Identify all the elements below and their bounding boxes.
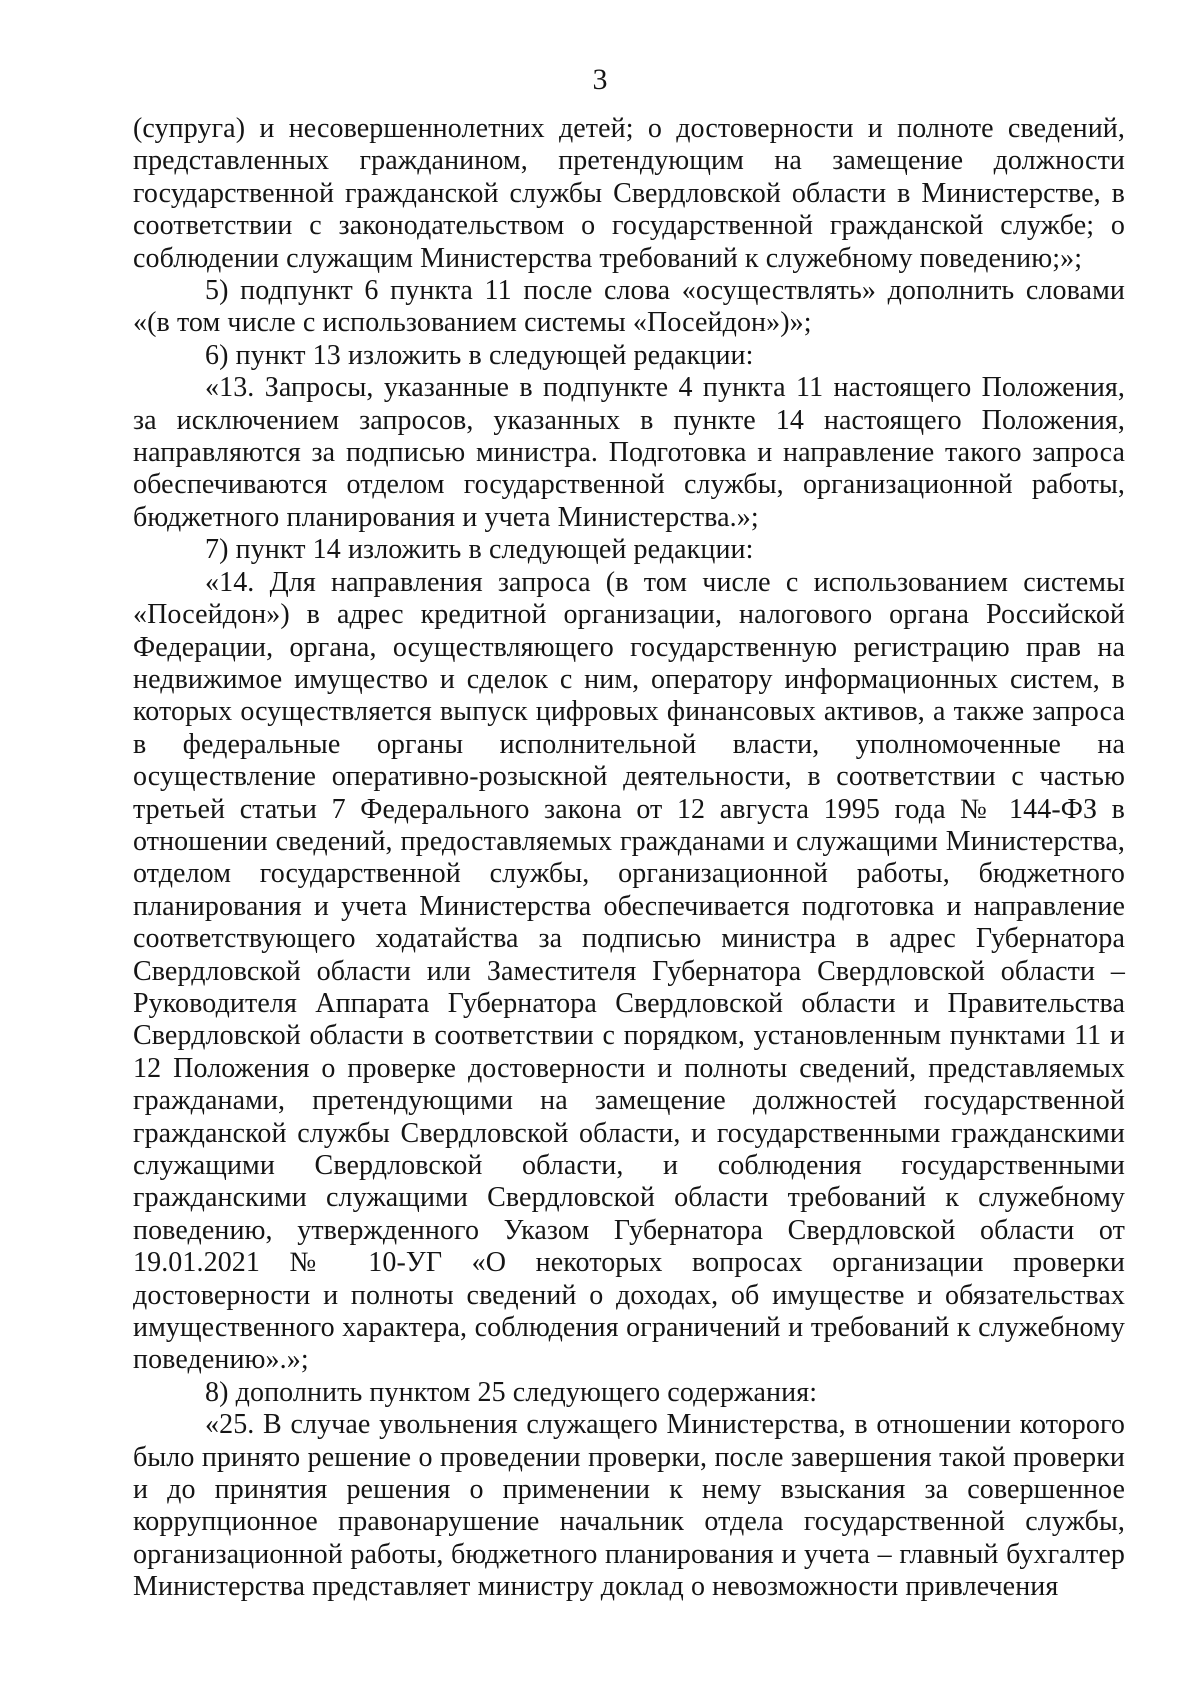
paragraph-item-8: 8) дополнить пунктом 25 следующего содержания: <box>205 1376 818 1408</box>
page-number: 3 <box>592 63 608 96</box>
paragraph-item-6: 6) пункт 13 изложить в следующей редакции: <box>205 339 754 371</box>
paragraph-clause-25: «25. В случае увольнения служащего Министерства, в отношении которого было принято решение о проведении проверки, после завершения такой проверки и до принятия решения о применении к нему взыскания за совершенное коррупционное правонарушение начальник отдела государственной службы, организационной работы, бюджетного планирования и учета – главный бухгалтер Министерства представляет министру доклад о невозможности привлечения <box>133 1409 1125 1603</box>
paragraph-continuation: (супруга) и несовершеннолетних детей; о достоверности и полноте сведений, представленных гражданином, претендующим на замещение должности государственной гражданской службы Свердловской области в Министерстве, в соответствии с законодательством о государственной гражданской службе; о соблюдении служащим Министерства требований к служебному поведению;»; <box>133 113 1125 274</box>
paragraph-item-7: 7) пункт 14 изложить в следующей редакции: <box>205 534 754 566</box>
paragraph-clause-13: «13. Запросы, указанные в подпункте 4 пункта 11 настоящего Положения, за исключением запросов, указанных в пункте 14 настоящего Положения, направляются за подписью министра. Подготовка и направление такого запроса обеспечиваются отделом государственной службы, организационной работы, бюджетного планирования и учета Министерства.»; <box>133 372 1125 533</box>
paragraph-clause-14: «14. Для направления запроса (в том числе с использованием системы «Посейдон») в адрес кредитной организации, налогового органа Российской Федерации, органа, осуществляющего государственную регистрацию прав на недвижимое имущество и сделок с ним, оператору информационных систем, в которых осуществляется выпуск цифровых финансовых активов, а также запроса в федеральные органы исполнительной власти, уполномоченные на осуществление оперативно-розыскной деятельности, в соответствии с частью третьей статьи 7 Федерального закона от 12 августа 1995 года № 144-ФЗ в отношении сведений, предоставляемых гражданами и служащими Министерства, отделом государственной службы, организационной работы, бюджетного планирования и учета Министерства обеспечивается подготовка и направление соответствующего ходатайства за подписью министра в адрес Губернатора Свердловской области или Заместителя Губернатора Свердловской области – Руководителя Аппарата Губернатора Свердловской области и Правительства Свердловской области в соответствии с порядком, установленным пунктами 11 и 12 Положения о проверке достоверности и полноты сведений, представляемых гражданами, претендующими на замещение должностей государственной гражданской службы Свердловской области, и государственными гражданскими служащими Свердловской области, и соблюдения государственными гражданскими служащими Свердловской области требований к служебному поведению, утвержденного Указом Губернатора Свердловской области от 19.01.2021 № 10-УГ «О некоторых вопросах организации проверки достоверности и полноты сведений о доходах, об имуществе и обязательствах имущественного характера, соблюдения ограничений и требований к служебному поведению».»; <box>133 566 1125 1376</box>
document-body <box>133 113 1125 1604</box>
paragraph-item-5: 5) подпункт 6 пункта 11 после слова «осуществлять» дополнить словами «(в том числе с использованием системы «Посейдон»)»; <box>133 275 1125 339</box>
